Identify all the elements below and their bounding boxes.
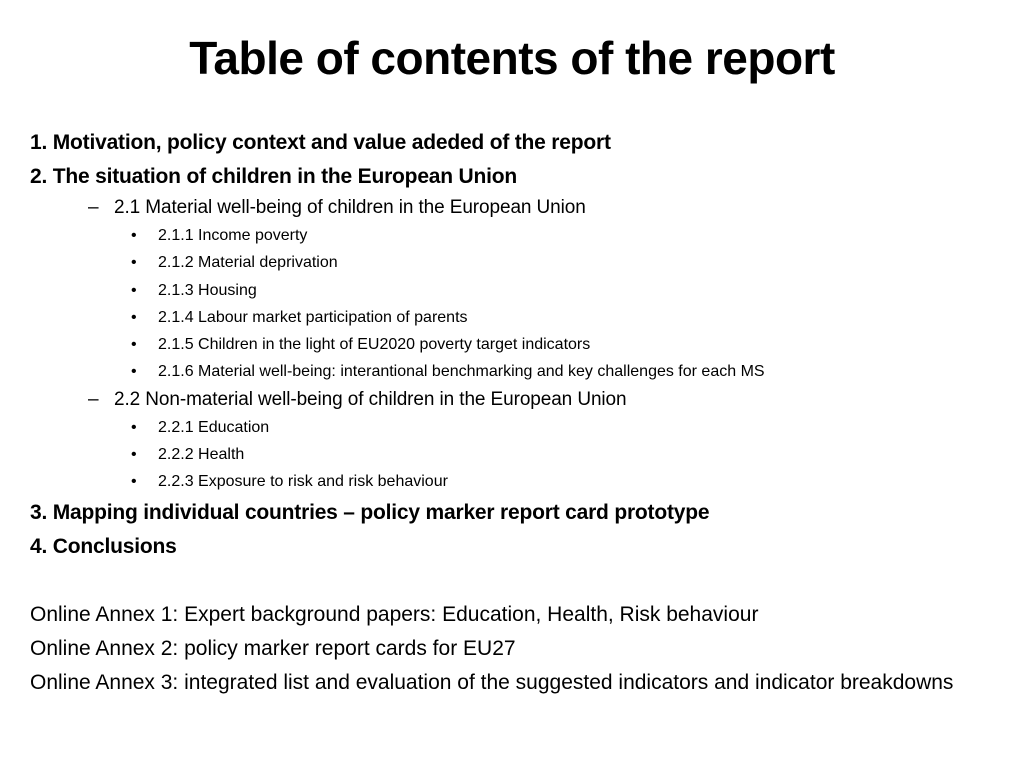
toc-item — [30, 358, 1010, 385]
toc-item-label: 2.2.3 Exposure to risk and risk behaviour — [158, 473, 448, 491]
dash-marker: – — [88, 197, 99, 218]
online-annex-2: Online Annex 2: policy marker report cards for EU27 — [30, 636, 516, 660]
bullet-marker: • — [131, 254, 137, 272]
toc-item — [30, 222, 1010, 249]
toc-subsection-2-1 — [30, 194, 1010, 222]
toc-item-label: 2.1.3 Housing — [158, 281, 257, 299]
spacer — [30, 564, 1010, 598]
toc-item-label: 2.1.6 Material well-being: interantional benchmarking and key challenges for each MS — [158, 363, 765, 381]
toc-item — [30, 304, 1010, 331]
toc-item — [30, 249, 1010, 276]
online-annex-1: Online Annex 1: Expert background papers: Education, Health, Risk behaviour — [30, 602, 759, 626]
toc-item — [30, 277, 1010, 304]
toc-item-label: 2.1.4 Labour market participation of parents — [158, 308, 468, 326]
toc-section-2: 2. The situation of children in the European Union — [30, 165, 518, 188]
toc-subsection-2-2 — [30, 386, 1010, 414]
bullet-marker: • — [131, 308, 137, 326]
bullet-marker: • — [131, 446, 137, 464]
toc-subsection-label: 2.1 Material well-being of children in the European Union — [114, 197, 586, 218]
toc-item-label: 2.1.5 Children in the light of EU2020 poverty target indicators — [158, 336, 591, 354]
toc-subsection-label: 2.2 Non-material well-being of children in the European Union — [114, 388, 627, 410]
bullet-marker: • — [131, 418, 137, 436]
toc-item — [30, 414, 1010, 441]
toc-item — [30, 331, 1010, 358]
toc-item-label: 2.1.2 Material deprivation — [158, 254, 338, 272]
bullet-marker: • — [131, 363, 137, 381]
toc-content — [30, 126, 1010, 696]
dash-marker: – — [88, 388, 99, 410]
toc-item-label: 2.1.1 Income poverty — [158, 227, 308, 244]
bullet-marker: • — [131, 473, 137, 491]
toc-section-1: 1. Motivation, policy context and value adeded of the report — [30, 131, 611, 154]
toc-item — [30, 468, 1010, 495]
toc-item-label: 2.2.2 Health — [158, 446, 245, 464]
toc-section-3: 3. Mapping individual countries – policy marker report card prototype — [30, 500, 710, 524]
toc-item-label: 2.2.1 Education — [158, 418, 270, 436]
bullet-marker: • — [131, 281, 137, 299]
toc-section-4: 4. Conclusions — [30, 534, 177, 558]
bullet-marker: • — [131, 336, 137, 354]
bullet-marker: • — [131, 227, 137, 244]
toc-item — [30, 441, 1010, 468]
online-annex-3: Online Annex 3: integrated list and evaluation of the suggested indicators and indicator breakdowns — [30, 670, 954, 694]
slide-title: Table of contents of the report — [189, 32, 835, 84]
